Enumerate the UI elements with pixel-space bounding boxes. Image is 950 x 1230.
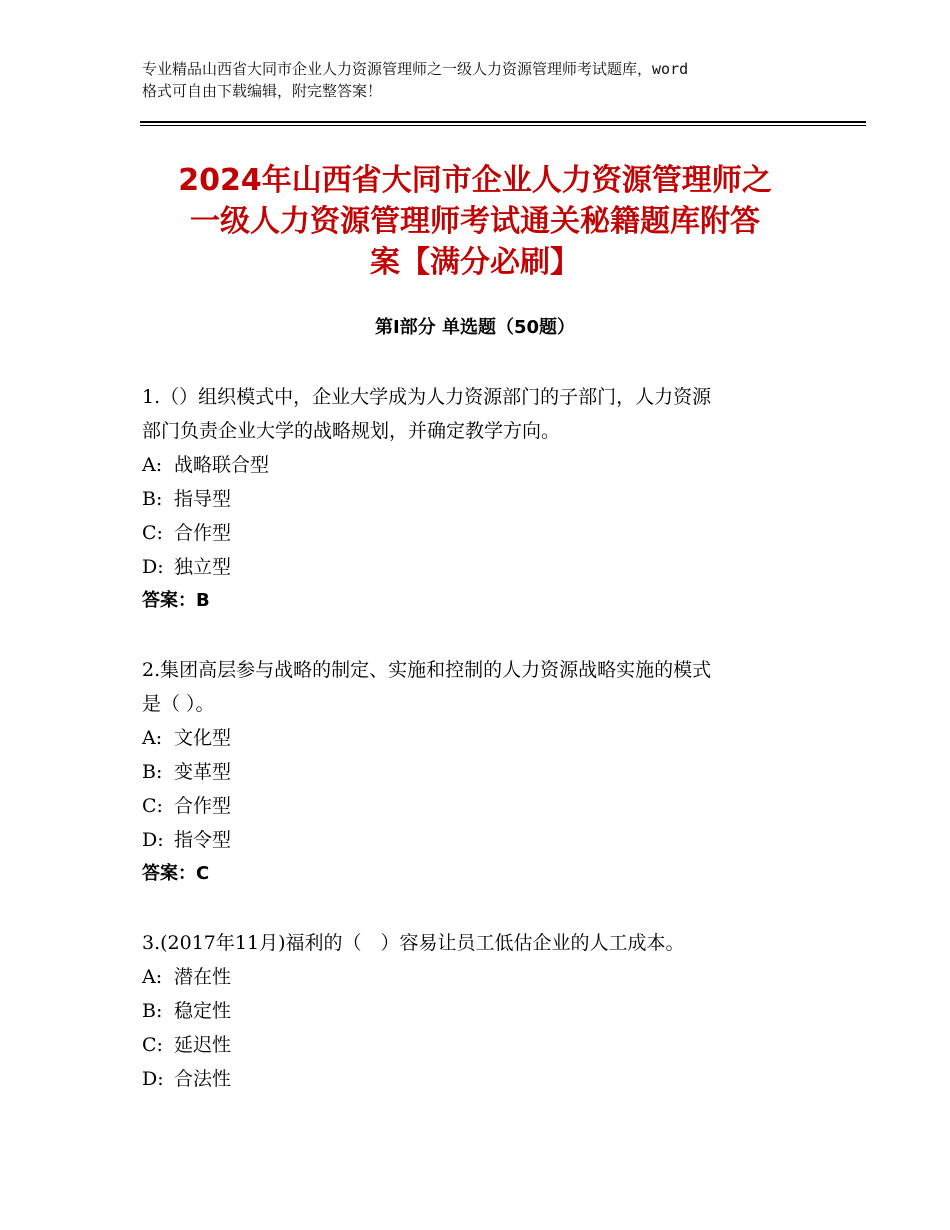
question-stem [142, 653, 832, 721]
question-stem-line: 3.(2017年11月)福利的（ ）容易让员工低估企业的人工成本。 [142, 932, 685, 954]
option-text: 指导型 [174, 488, 232, 510]
document-title-line-3: 案【满分必刷】 [370, 245, 580, 280]
option-c [142, 516, 832, 550]
document-title-line-1: 2024年山西省大同市企业人力资源管理师之 [178, 163, 772, 198]
question-stem-line: 部门负责企业大学的战略规划，并确定教学方向。 [142, 420, 561, 442]
option-b [142, 755, 832, 789]
option-text: 文化型 [174, 727, 232, 749]
option-letter: C: [142, 795, 163, 817]
question-stem-line: 1.（）组织模式中，企业大学成为人力资源部门的子部门，人力资源 [142, 386, 712, 408]
header-note-line-1: 专业精品山西省大同市企业人力资源管理师之一级人力资源管理师考试题库，word [142, 60, 689, 78]
option-b [142, 994, 832, 1028]
question-stem-line: 2.集团高层参与战略的制定、实施和控制的人力资源战略实施的模式 [142, 659, 712, 681]
option-letter: A: [142, 966, 163, 988]
option-a [142, 721, 832, 755]
option-b [142, 482, 832, 516]
option-letter: A: [142, 727, 163, 749]
option-letter: D: [142, 1068, 164, 1090]
answer: 答案：C [142, 863, 210, 884]
header-divider-thin [140, 125, 866, 126]
option-letter: D: [142, 556, 164, 578]
option-c [142, 789, 832, 823]
question-stem-line: 是（ ）。 [142, 693, 215, 715]
option-letter: C: [142, 522, 163, 544]
option-text: 合作型 [174, 795, 232, 817]
option-letter: B: [142, 761, 163, 783]
option-letter: D: [142, 829, 164, 851]
question-2 [142, 653, 832, 891]
option-text: 潜在性 [174, 966, 232, 988]
option-letter: A: [142, 454, 163, 476]
option-d [142, 550, 832, 584]
option-text: 独立型 [174, 556, 232, 578]
option-c [142, 1028, 832, 1062]
document-title-line-2: 一级人力资源管理师考试通关秘籍题库附答 [190, 204, 760, 239]
section-title: 第Ⅰ部分 单选题（50题） [374, 317, 575, 338]
document-title [140, 160, 810, 283]
option-text: 战略联合型 [174, 454, 270, 476]
option-text: 合作型 [174, 522, 232, 544]
header-divider-thick [140, 121, 866, 123]
option-text: 合法性 [174, 1068, 232, 1090]
question-1 [142, 380, 832, 618]
answer: 答案：B [142, 590, 210, 611]
option-letter: C: [142, 1034, 163, 1056]
option-letter: B: [142, 488, 163, 510]
header-note [142, 58, 832, 102]
option-text: 延迟性 [174, 1034, 232, 1056]
option-a [142, 960, 832, 994]
option-text: 稳定性 [174, 1000, 232, 1022]
option-d [142, 1062, 832, 1096]
option-d [142, 823, 832, 857]
question-stem [142, 380, 832, 448]
header-note-line-2: 格式可自由下载编辑，附完整答案！ [142, 82, 383, 100]
option-letter: B: [142, 1000, 163, 1022]
option-text: 变革型 [174, 761, 232, 783]
question-3 [142, 926, 832, 1096]
option-text: 指令型 [174, 829, 232, 851]
question-stem [142, 926, 832, 960]
option-a [142, 448, 832, 482]
